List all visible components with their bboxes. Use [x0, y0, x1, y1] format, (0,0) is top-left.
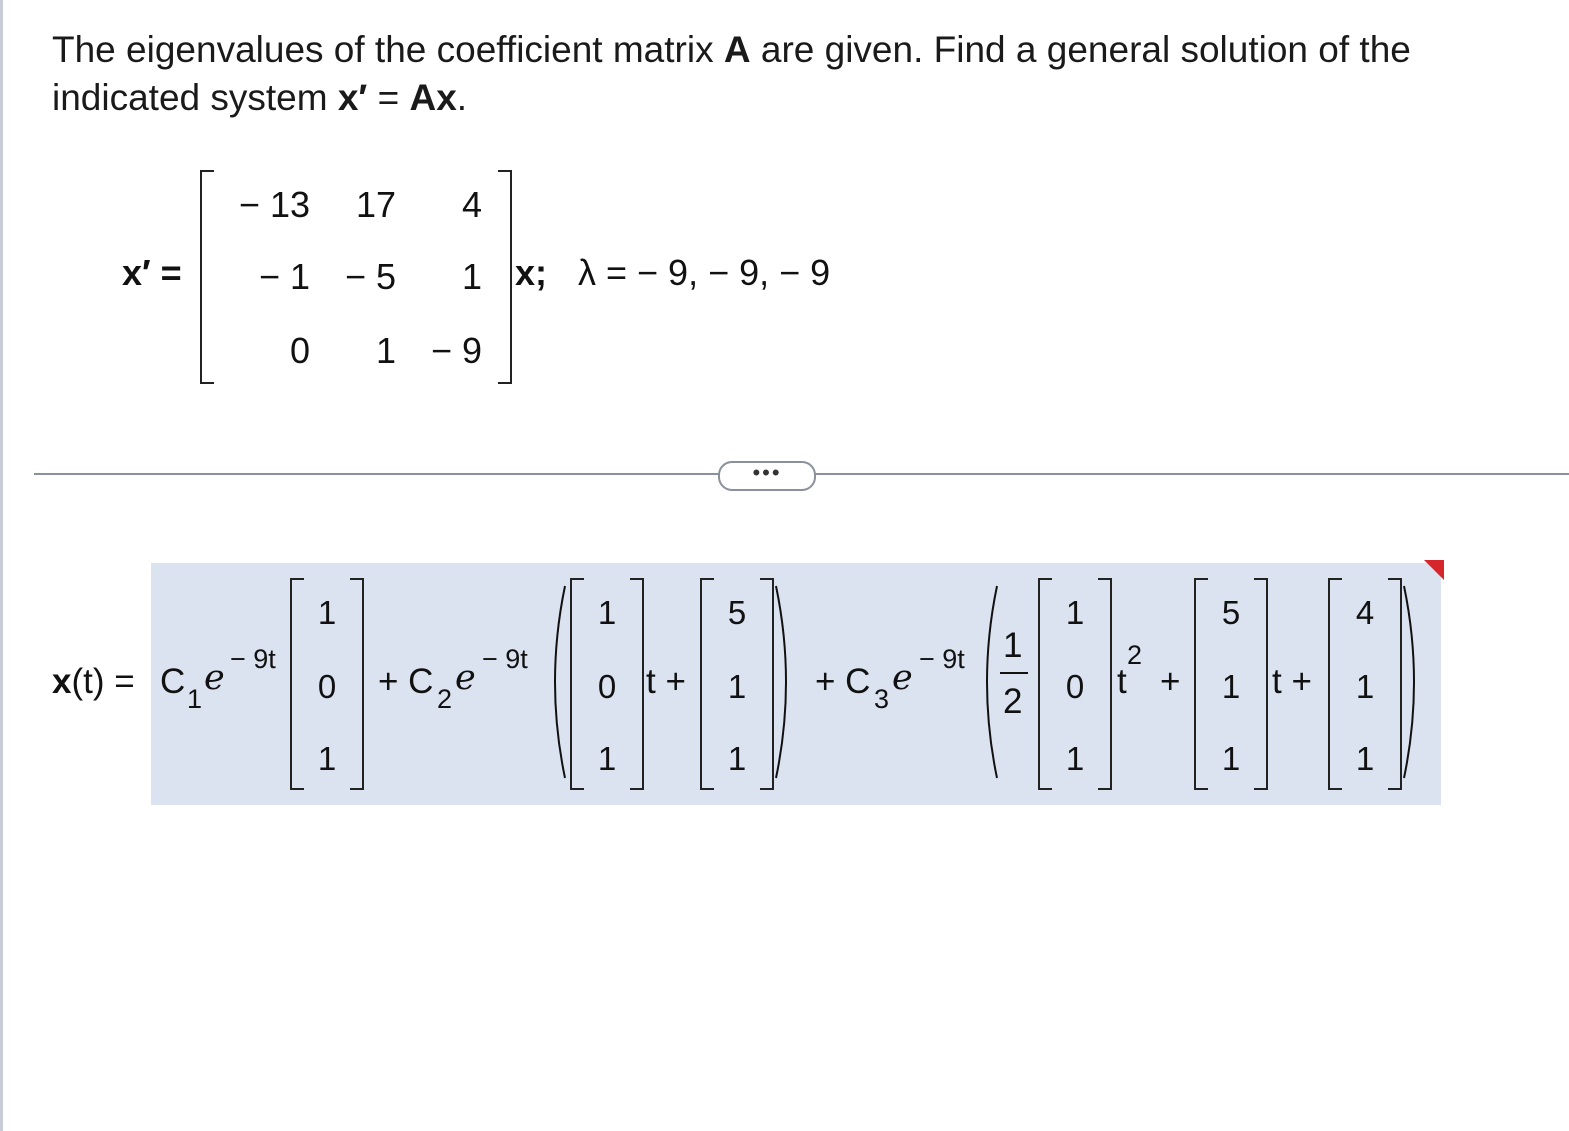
vector-cell: 1 [1065, 594, 1085, 631]
vector-cell: 1 [597, 740, 617, 777]
vector-v3c [1328, 578, 1402, 790]
matrix-cell: − 5 [344, 256, 396, 297]
matrix-cell: 1 [375, 330, 396, 371]
left-paren-3 [975, 582, 1001, 782]
show-more-button[interactable]: ••• [718, 461, 816, 491]
vector-cell: 1 [1221, 740, 1241, 777]
vector-cell: 0 [317, 668, 337, 705]
system-equals: = [367, 77, 410, 118]
system-Ax: Ax [409, 77, 457, 118]
v3a-plus: + [1160, 662, 1181, 701]
right-paren-3 [1400, 582, 1426, 782]
left-paren-2 [543, 582, 569, 782]
vector-cell: 4 [1355, 594, 1375, 631]
c1-subscript: 1 [187, 684, 203, 714]
problem-text-2: are given. Find a general solution of the indicated system [52, 29, 1411, 118]
vector-v2a [570, 578, 644, 790]
vector-cell: 1 [727, 740, 747, 777]
eigenvalues: λ = − 9, − 9, − 9 [578, 252, 831, 293]
coefficient-c2: + C [378, 662, 434, 701]
fraction-bar [1000, 672, 1028, 674]
exp-e-1: e [204, 658, 225, 698]
vector-cell: 5 [1221, 594, 1241, 631]
matrix-cell: − 13 [238, 184, 310, 225]
problem-statement [52, 26, 1512, 122]
vector-cell: 1 [1221, 668, 1241, 705]
vector-cell: 5 [727, 594, 747, 631]
system-x-prime: x′ [337, 77, 368, 118]
exponent-2: − 9t [482, 644, 528, 674]
matrix-cell: − 1 [258, 256, 310, 297]
fraction-denominator: 2 [1003, 682, 1023, 721]
matrix-cell: 1 [461, 256, 482, 297]
matrix-cell: 17 [355, 184, 396, 225]
vector-v2b [700, 578, 774, 790]
vector-cell: 1 [317, 740, 337, 777]
vector-v1 [290, 578, 364, 790]
left-bracket [200, 170, 214, 384]
given-x-label: x; [515, 252, 548, 293]
exp-e-2: e [455, 658, 476, 698]
answer-lhs [52, 662, 135, 702]
t-squared-exponent: 2 [1127, 640, 1143, 670]
vector-v3a [1038, 578, 1112, 790]
coefficient-matrix [200, 170, 512, 384]
v3b-suffix: t + [1272, 662, 1312, 701]
system-period: . [456, 77, 468, 118]
c3-subscript: 3 [874, 684, 890, 714]
vector-cell: 0 [597, 668, 617, 705]
problem-text-1: The eigenvalues of the coefficient matrix [52, 29, 724, 70]
v3a-suffix: t [1117, 662, 1127, 701]
incorrect-flag-icon [1424, 560, 1444, 580]
matrix-cell: 4 [461, 184, 482, 225]
answer-x: x [52, 662, 72, 701]
vector-cell: 1 [317, 594, 337, 631]
exponent-1: − 9t [230, 644, 276, 674]
vector-cell: 0 [1065, 668, 1085, 705]
v2a-suffix: t + [646, 662, 686, 701]
exponent-3: − 9t [919, 644, 965, 674]
vector-cell: 1 [597, 594, 617, 631]
given-lhs: x′ = [122, 252, 182, 293]
vector-cell: 1 [727, 668, 747, 705]
coefficient-c3: + C [815, 662, 871, 701]
vector-cell: 1 [1065, 740, 1085, 777]
c2-subscript: 2 [437, 684, 453, 714]
right-bracket [498, 170, 512, 384]
fraction-numerator: 1 [1003, 626, 1023, 665]
matrix-cell: 0 [289, 330, 310, 371]
vector-cell: 1 [1355, 668, 1375, 705]
vector-cell: 1 [1355, 740, 1375, 777]
coefficient-c1: C [160, 662, 186, 701]
right-paren-2 [772, 582, 798, 782]
answer-lhs-rest: (t) = [71, 662, 135, 701]
vector-v3b [1194, 578, 1268, 790]
matrix-cell: − 9 [430, 330, 482, 371]
matrix-A-label: A [723, 29, 751, 70]
left-border [0, 0, 3, 1131]
exp-e-3: e [892, 658, 913, 698]
